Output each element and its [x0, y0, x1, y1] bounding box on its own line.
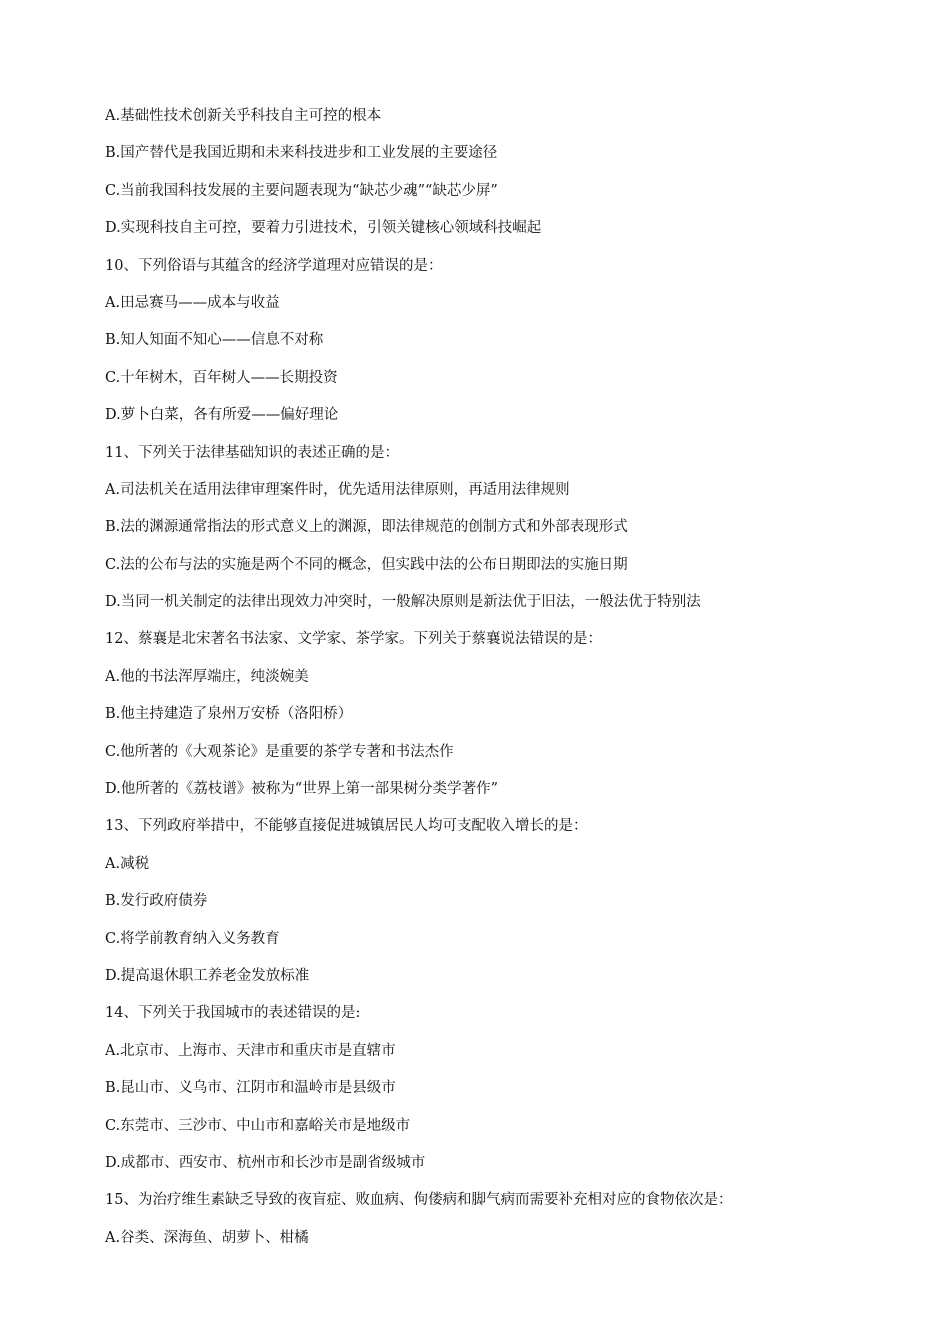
question-line: 12、蔡襄是北宋著名书法家、文学家、茶学家。下列关于蔡襄说法错误的是：: [105, 631, 602, 648]
option-line: C.当前我国科技发展的主要问题表现为“缺芯少魂”“缺芯少屏”: [105, 182, 498, 199]
question-line: 14、下列关于我国城市的表述错误的是:: [105, 1005, 361, 1022]
option-line: A.田忌赛马——成本与收益: [105, 294, 280, 311]
option-line: D.他所著的《荔枝谱》被称为“世界上第一部果树分类学著作”: [105, 781, 499, 798]
option-line: C.法的公布与法的实施是两个不同的概念，但实践中法的公布日期即法的实施日期: [105, 556, 628, 573]
option-line: D.萝卜白菜，各有所爱——偏好理论: [105, 407, 339, 424]
option-line: D.实现科技自主可控，要着力引进技术，引领关键核心领域科技崛起: [105, 220, 542, 237]
question-text-body: [105, 98, 905, 1257]
option-line: B.发行政府债券: [105, 893, 208, 910]
option-line: B.他主持建造了泉州万安桥（洛阳桥）: [105, 706, 353, 723]
option-line: B.国产替代是我国近期和未来科技进步和工业发展的主要途径: [105, 145, 498, 162]
option-line: B.知人知面不知心——信息不对称: [105, 332, 324, 349]
option-line: A.基础性技术创新关乎科技自主可控的根本: [105, 108, 382, 124]
option-line: A.他的书法浑厚端庄，纯淡婉美: [105, 668, 309, 685]
question-line: 15、为治疗维生素缺乏导致的夜盲症、败血病、佝偻病和脚气病而需要补充相对应的食物依次是：: [105, 1192, 733, 1209]
option-line: B.昆山市、义乌市、江阴市和温岭市是县级市: [105, 1080, 396, 1097]
option-line: C.将学前教育纳入义务教育: [105, 930, 280, 947]
option-line: D.当同一机关制定的法律出现效力冲突时，一般解决原则是新法优于旧法，一般法优于特别法: [105, 594, 701, 611]
option-line: C.他所著的《大观茶论》是重要的茶学专著和书法杰作: [105, 743, 454, 760]
option-line: D.成都市、西安市、杭州市和长沙市是副省级城市: [105, 1154, 426, 1171]
option-line: B.法的渊源通常指法的形式意义上的渊源，即法律规范的创制方式和外部表现形式: [105, 519, 628, 536]
question-line: 13、下列政府举措中，不能够直接促进城镇居民人均可支配收入增长的是：: [105, 818, 588, 835]
question-line: 11、下列关于法律基础知识的表述正确的是：: [105, 444, 399, 461]
option-line: A.谷类、深海鱼、胡萝卜、柑橘: [105, 1229, 309, 1246]
option-line: C.十年树木，百年树人——长期投资: [105, 369, 338, 386]
option-line: A.北京市、上海市、天津市和重庆市是直辖市: [105, 1042, 396, 1059]
option-line: A.司法机关在适用法律审理案件时，优先适用法律原则，再适用法律规则: [105, 481, 570, 498]
option-line: D.提高退休职工养老金发放标准: [105, 967, 310, 984]
question-line: 10、下列俗语与其蕴含的经济学道理对应错误的是：: [105, 257, 443, 274]
option-line: A.减税: [105, 855, 150, 872]
option-line: C.东莞市、三沙市、中山市和嘉峪关市是地级市: [105, 1117, 411, 1134]
